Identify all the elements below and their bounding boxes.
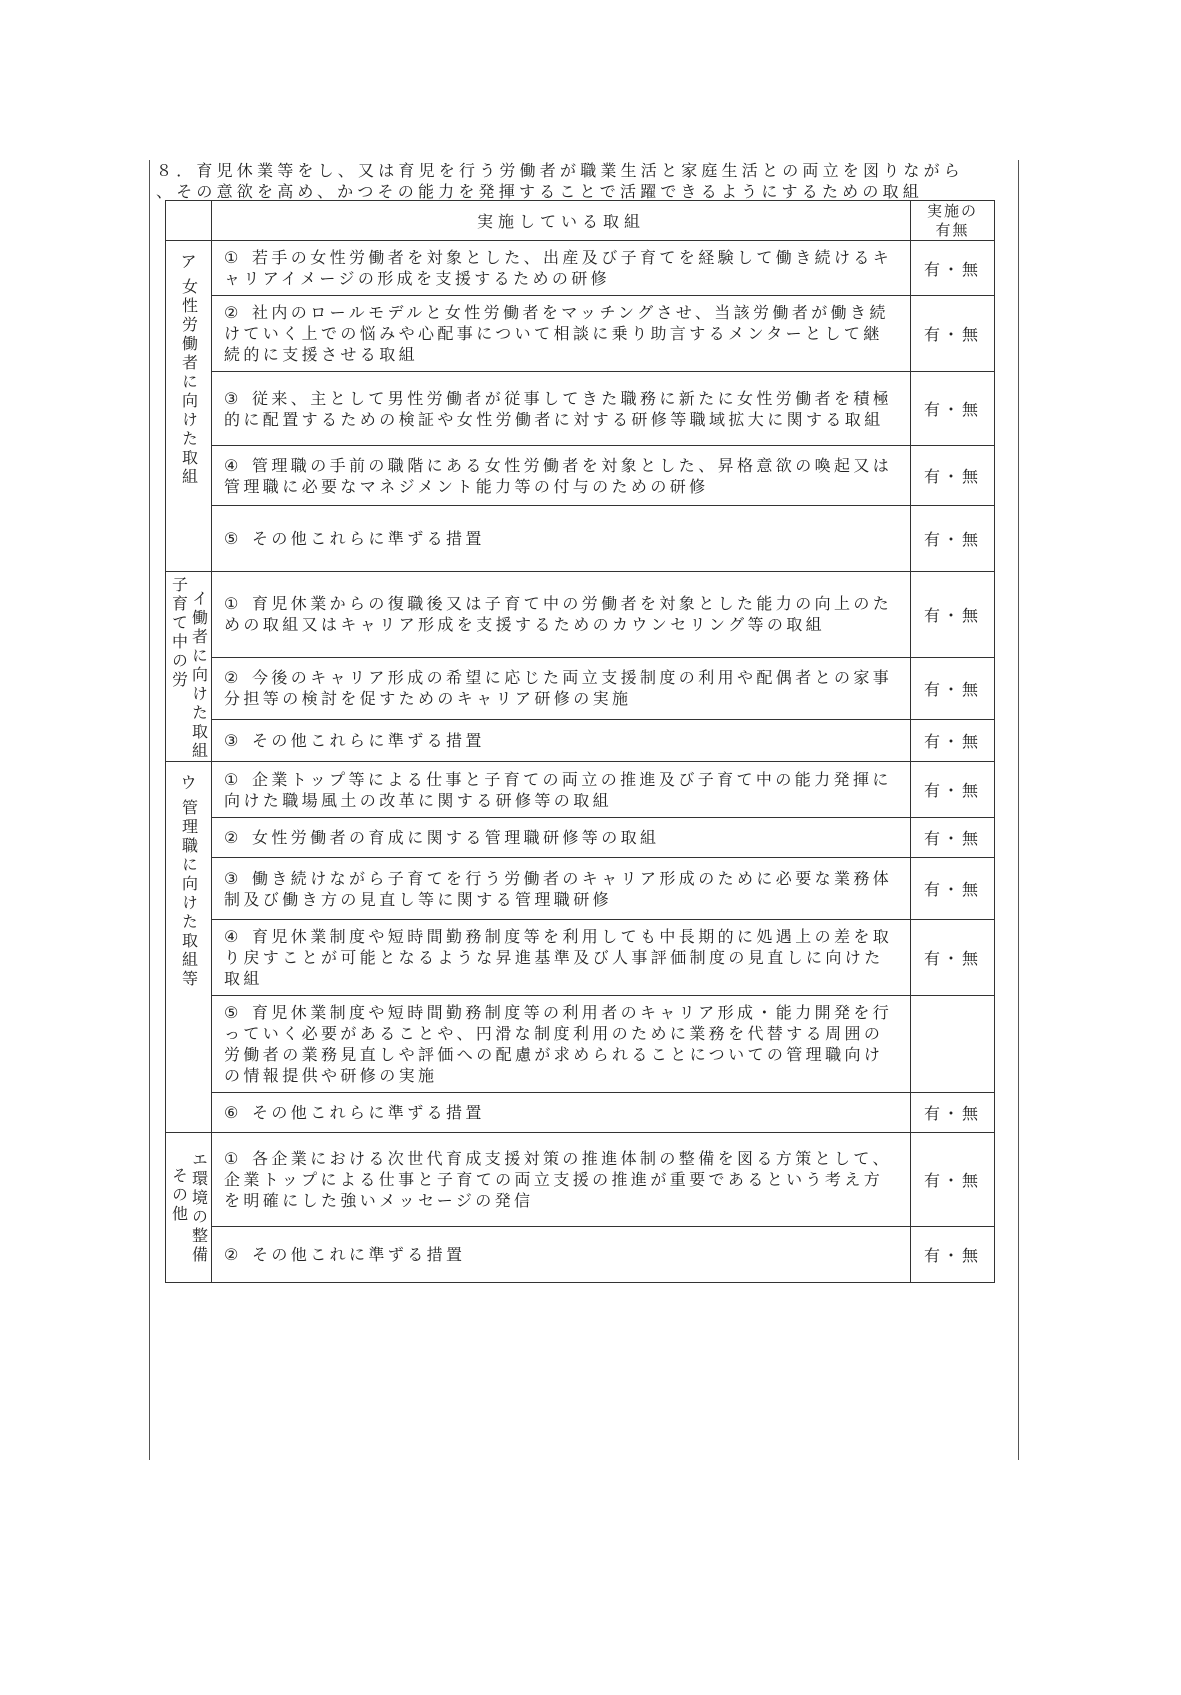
availability-choice[interactable]: [911, 996, 995, 1093]
table-row: [166, 506, 995, 572]
item-text: 従来、主として男性労働者が従事してきた職務に新たに女性労働者を積極的に配置するための検証や女性労働者に対する研修等職域拡大に関する取組: [224, 388, 893, 429]
item-text: 働き続けながら子育てを行う労働者のキャリア形成のために必要な業務体制及び働き方の見直し等に関する管理職研修: [224, 868, 893, 909]
availability-choice[interactable]: 有・無: [911, 446, 995, 506]
group-a-label: [166, 241, 212, 572]
table-header-row: [166, 201, 995, 241]
table-row: [166, 572, 995, 658]
initiative-text: [212, 1133, 911, 1227]
item-number: ②: [224, 303, 239, 322]
table-row: [166, 446, 995, 506]
group-title-col2: イ働者に向けた取組: [189, 590, 209, 761]
item-number: ②: [224, 1245, 239, 1264]
table-row: [166, 858, 995, 920]
initiative-text: [212, 572, 911, 658]
item-number: ①: [224, 248, 239, 267]
availability-choice[interactable]: 有・無: [911, 506, 995, 572]
initiative-text: [212, 920, 911, 996]
table-row: [166, 241, 995, 296]
item-text: 各企業における次世代育成支援対策の推進体制の整備を図る方策として、企業トップによる仕事と子育ての両立支援の推進が重要であるという考え方を明確にした強いメッセージの発信: [224, 1149, 892, 1210]
group-mark: ウ: [180, 773, 197, 792]
item-text: 企業トップ等による仕事と子育ての両立の推進及び子育て中の能力発揮に向けた職場風土の改革に関する研修等の取組: [224, 769, 892, 810]
availability-choice[interactable]: 有・無: [911, 762, 995, 818]
item-number: ①: [224, 1149, 239, 1168]
left-frame-line: [149, 160, 150, 1460]
header-avail-line-2: 有無: [935, 220, 970, 239]
availability-choice[interactable]: 有・無: [911, 241, 995, 296]
item-number: ①: [224, 769, 239, 789]
initiative-text: [212, 762, 911, 818]
group-title-col2: エ環境の整備: [189, 1151, 209, 1265]
initiative-text: [212, 657, 911, 720]
availability-choice[interactable]: 有・無: [911, 1133, 995, 1227]
right-frame-line: [1018, 160, 1019, 1460]
initiative-text: [212, 858, 911, 920]
heading-line-2: 、その意欲を高め、かつその能力を発揮することで活躍できるようにするための取組: [156, 182, 923, 201]
item-text: その他これらに準ずる措置: [252, 731, 485, 751]
item-text: その他これらに準ずる措置: [252, 529, 485, 548]
item-text: 育児休業制度や短時間勤務制度等の利用者のキャリア形成・能力開発を行っていく必要があることや、円滑な制度利用のために業務を代替する周囲の労働者の業務見直しや評価への配慮が求められることについての管理職向けの情報提供や研修の実施: [224, 1003, 893, 1085]
group-title-col1: 子育て中の労: [169, 576, 189, 690]
table-row: [166, 762, 995, 818]
item-number: ⑤: [224, 529, 239, 548]
header-group-cell: [166, 201, 212, 241]
item-number: ④: [224, 927, 239, 946]
initiative-text: [212, 996, 911, 1093]
table-row: [166, 1227, 995, 1283]
table-row: [166, 1093, 995, 1133]
table-row: [166, 720, 995, 762]
availability-choice[interactable]: 有・無: [911, 920, 995, 996]
availability-choice[interactable]: 有・無: [911, 572, 995, 658]
item-number: ⑤: [224, 1003, 239, 1022]
section-heading: [156, 160, 1016, 202]
item-number: ②: [224, 828, 239, 847]
item-number: ③: [224, 731, 239, 751]
initiative-text: [212, 241, 911, 296]
item-text: 育児休業制度や短時間勤務制度等を利用しても中長期的に処遇上の差を取り戻すことが可能となるような昇進基準及び人事評価制度の見直しに向けた取組: [224, 927, 893, 988]
header-availability: [911, 201, 995, 241]
initiative-text: [212, 1093, 911, 1133]
item-number: ③: [224, 868, 239, 888]
item-text: 育児休業からの復職後又は子育て中の労働者を対象とした能力の向上のための取組又はキャリア形成を支援するためのカウンセリング等の取組: [224, 594, 893, 635]
initiative-text: [212, 446, 911, 506]
availability-choice[interactable]: 有・無: [911, 1093, 995, 1133]
table-row: [166, 1133, 995, 1227]
group-mark: ア: [180, 252, 197, 271]
availability-choice[interactable]: 有・無: [911, 296, 995, 372]
item-text: 管理職の手前の職階にある女性労働者を対象とした、昇格意欲の喚起又は管理職に必要なマネジメント能力等の付与のための研修: [224, 455, 893, 496]
table-row: [166, 996, 995, 1093]
item-text: 今後のキャリア形成の希望に応じた両立支援制度の利用や配偶者との家事分担等の検討を促すためのキャリア研修の実施: [224, 668, 893, 709]
initiative-text: [212, 296, 911, 372]
item-text: その他これに準ずる措置: [252, 1245, 466, 1264]
initiative-text: [212, 1227, 911, 1283]
header-avail-line-1: 実施の: [926, 201, 978, 220]
initiative-text: [212, 506, 911, 572]
item-number: ②: [224, 668, 239, 688]
availability-choice[interactable]: 有・無: [911, 1227, 995, 1283]
group-title-col1: その他: [169, 1167, 189, 1224]
group-title: 管理職に向けた取組等: [179, 799, 199, 989]
table-row: [166, 920, 995, 996]
item-number: ③: [224, 388, 239, 408]
group-i-label: [166, 572, 212, 762]
table-row: [166, 372, 995, 446]
initiative-text: [212, 720, 911, 762]
initiative-text: [212, 372, 911, 446]
initiatives-table: [165, 200, 995, 1283]
item-text: 女性労働者の育成に関する管理職研修等の取組: [252, 828, 660, 847]
availability-choice[interactable]: 有・無: [911, 372, 995, 446]
group-u-label: [166, 762, 212, 1133]
item-text: その他これらに準ずる措置: [252, 1103, 485, 1122]
item-text: 社内のロールモデルと女性労働者をマッチングさせ、当該労働者が働き続けていく上での悩みや心配事について相談に乗り助言するメンターとして継続的に支援させる取組: [224, 303, 889, 364]
item-number: ①: [224, 594, 239, 614]
header-initiative: 実施している取組: [212, 201, 911, 241]
group-title: 女性労働者に向けた取組: [179, 278, 199, 487]
table-row: [166, 657, 995, 720]
availability-choice[interactable]: 有・無: [911, 657, 995, 720]
item-number: ④: [224, 455, 239, 475]
availability-choice[interactable]: 有・無: [911, 720, 995, 762]
heading-line-1: ８．育児休業等をし、又は育児を行う労働者が職業生活と家庭生活との両立を図りながら: [156, 161, 965, 180]
item-text: 若手の女性労働者を対象とした、出産及び子育てを経験して働き続けるキャリアイメージの形成を支援するための研修: [224, 248, 893, 288]
table-row: [166, 818, 995, 858]
group-e-label: [166, 1133, 212, 1283]
initiative-text: [212, 818, 911, 858]
availability-choice[interactable]: 有・無: [911, 818, 995, 858]
item-number: ⑥: [224, 1103, 239, 1122]
availability-choice[interactable]: 有・無: [911, 858, 995, 920]
table-row: [166, 296, 995, 372]
